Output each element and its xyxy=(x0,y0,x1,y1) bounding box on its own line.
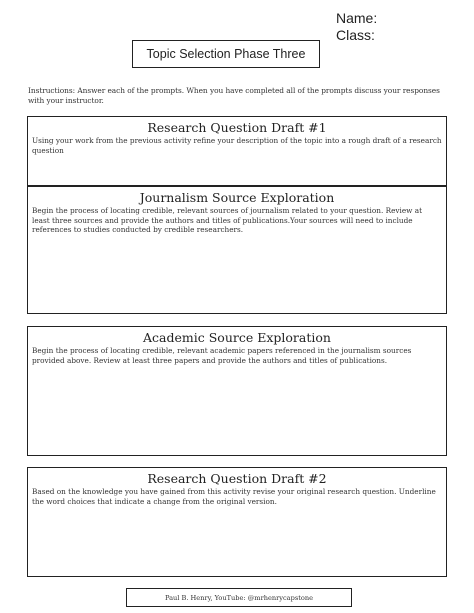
section-prompt: Begin the process of locating credible, relevant sources of journalism related to your question. Review at least three sources and provide the authors and titles of publications.Your sources will need to include references to studies conducted by credible researchers. xyxy=(32,206,423,234)
section-heading: Research Question Draft #1 xyxy=(147,120,327,135)
section-research-question-draft-1[interactable] xyxy=(27,116,447,186)
section-prompt: Using your work from the previous activity refine your description of the topic into a rough draft of a research question xyxy=(32,136,442,155)
class-label: Class: xyxy=(336,27,375,43)
section-prompt: Begin the process of locating credible, relevant academic papers referenced in the journalism sources provided above. Review at least three papers and provide the authors and titles of publications. xyxy=(32,346,412,365)
section-journalism-source-exploration[interactable] xyxy=(27,186,447,314)
name-class-fields xyxy=(336,10,377,44)
page-title: Topic Selection Phase Three xyxy=(132,40,320,68)
instructions-text: Instructions: Answer each of the prompts. When you have completed all of the prompts discuss your responses with your instructor. xyxy=(28,86,440,105)
section-heading: Journalism Source Exploration xyxy=(139,190,335,205)
section-heading: Research Question Draft #2 xyxy=(147,471,327,486)
name-label: Name: xyxy=(336,10,378,26)
section-prompt: Based on the knowledge you have gained from this activity revise your original research question. Underline the word choices that indicate a change from the original version. xyxy=(32,487,436,506)
footer-credit: Paul B. Henry, YouTube: @mrhenrycapstone xyxy=(126,588,352,607)
section-heading: Academic Source Exploration xyxy=(143,330,331,345)
section-academic-source-exploration[interactable] xyxy=(27,326,447,456)
section-research-question-draft-2[interactable] xyxy=(27,467,447,577)
